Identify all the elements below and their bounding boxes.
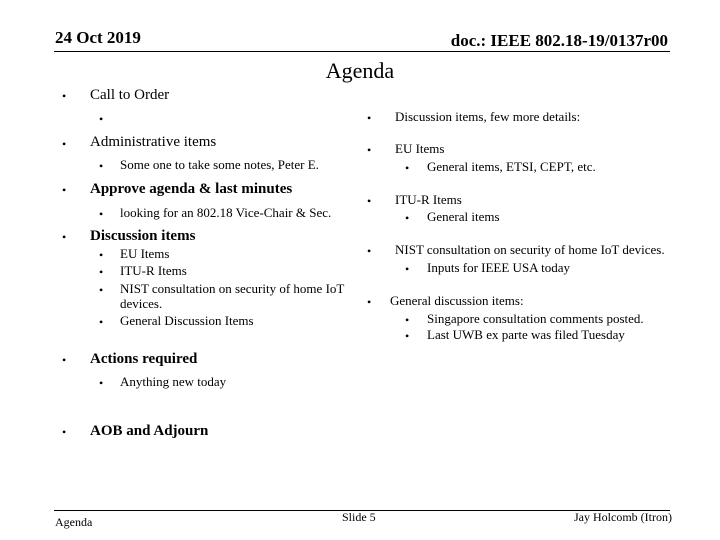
detail-sub-item: General items xyxy=(427,209,500,224)
sub-bullet: • xyxy=(405,262,410,276)
bullet: • xyxy=(367,295,372,309)
bullet: • xyxy=(62,89,67,103)
footer-left: Agenda xyxy=(55,515,93,529)
sub-bullet: • xyxy=(99,283,104,297)
agenda-item: Actions required xyxy=(90,351,198,367)
detail-sub-item: Singapore consultation comments posted. xyxy=(427,311,644,326)
header-doc-id: doc.: IEEE 802.18-19/0137r00 xyxy=(450,31,668,50)
bullet: • xyxy=(367,244,372,258)
header-date: 24 Oct 2019 xyxy=(55,28,141,47)
sub-item: ITU-R Items xyxy=(120,263,187,278)
sub-bullet: • xyxy=(99,376,104,390)
sub-item: EU Items xyxy=(120,246,170,261)
sub-bullet: • xyxy=(99,265,104,279)
bullet: • xyxy=(62,137,67,151)
sub-bullet: • xyxy=(99,112,104,126)
slide-title: Agenda xyxy=(325,58,395,83)
bullet: • xyxy=(62,183,67,197)
footer-author: Jay Holcomb (Itron) xyxy=(574,510,672,524)
detail-sub-item: General items, ETSI, CEPT, etc. xyxy=(427,159,596,174)
detail-item: Discussion items, few more details: xyxy=(395,109,581,124)
detail-item: NIST consultation on security of home IoT devices. xyxy=(395,242,665,257)
sub-item-continuation: devices. xyxy=(120,296,163,311)
header-rule xyxy=(54,51,670,52)
sub-item: General Discussion Items xyxy=(120,313,254,328)
bullet: • xyxy=(367,111,372,125)
bullet: • xyxy=(367,143,372,157)
bullet: • xyxy=(367,194,372,208)
detail-item: EU Items xyxy=(395,141,445,156)
agenda-item: Administrative items xyxy=(90,134,217,150)
detail-item: ITU-R Items xyxy=(395,192,462,207)
agenda-item: Discussion items xyxy=(90,228,196,244)
bullet: • xyxy=(62,425,67,439)
sub-bullet: • xyxy=(99,315,104,329)
sub-bullet: • xyxy=(405,211,410,225)
detail-sub-item: Inputs for IEEE USA today xyxy=(427,260,570,275)
agenda-item: Call to Order xyxy=(90,87,170,103)
detail-sub-item: Last UWB ex parte was filed Tuesday xyxy=(427,327,625,342)
agenda-item: Approve agenda & last minutes xyxy=(90,181,293,197)
sub-item: Some one to take some notes, Peter E. xyxy=(120,157,319,172)
sub-bullet: • xyxy=(405,313,410,327)
sub-bullet: • xyxy=(405,329,410,343)
sub-bullet: • xyxy=(99,159,104,173)
sub-item: Anything new today xyxy=(120,374,227,389)
sub-bullet: • xyxy=(405,161,410,175)
bullet: • xyxy=(62,353,67,367)
sub-item: NIST consultation on security of home IoT xyxy=(120,281,345,296)
bullet: • xyxy=(62,230,67,244)
sub-item: looking for an 802.18 Vice-Chair & Sec. xyxy=(120,205,332,220)
slide-number: Slide 5 xyxy=(342,510,376,524)
detail-item: General discussion items: xyxy=(390,293,524,308)
sub-bullet: • xyxy=(99,207,104,221)
agenda-item: AOB and Adjourn xyxy=(90,423,209,439)
sub-bullet: • xyxy=(99,248,104,262)
